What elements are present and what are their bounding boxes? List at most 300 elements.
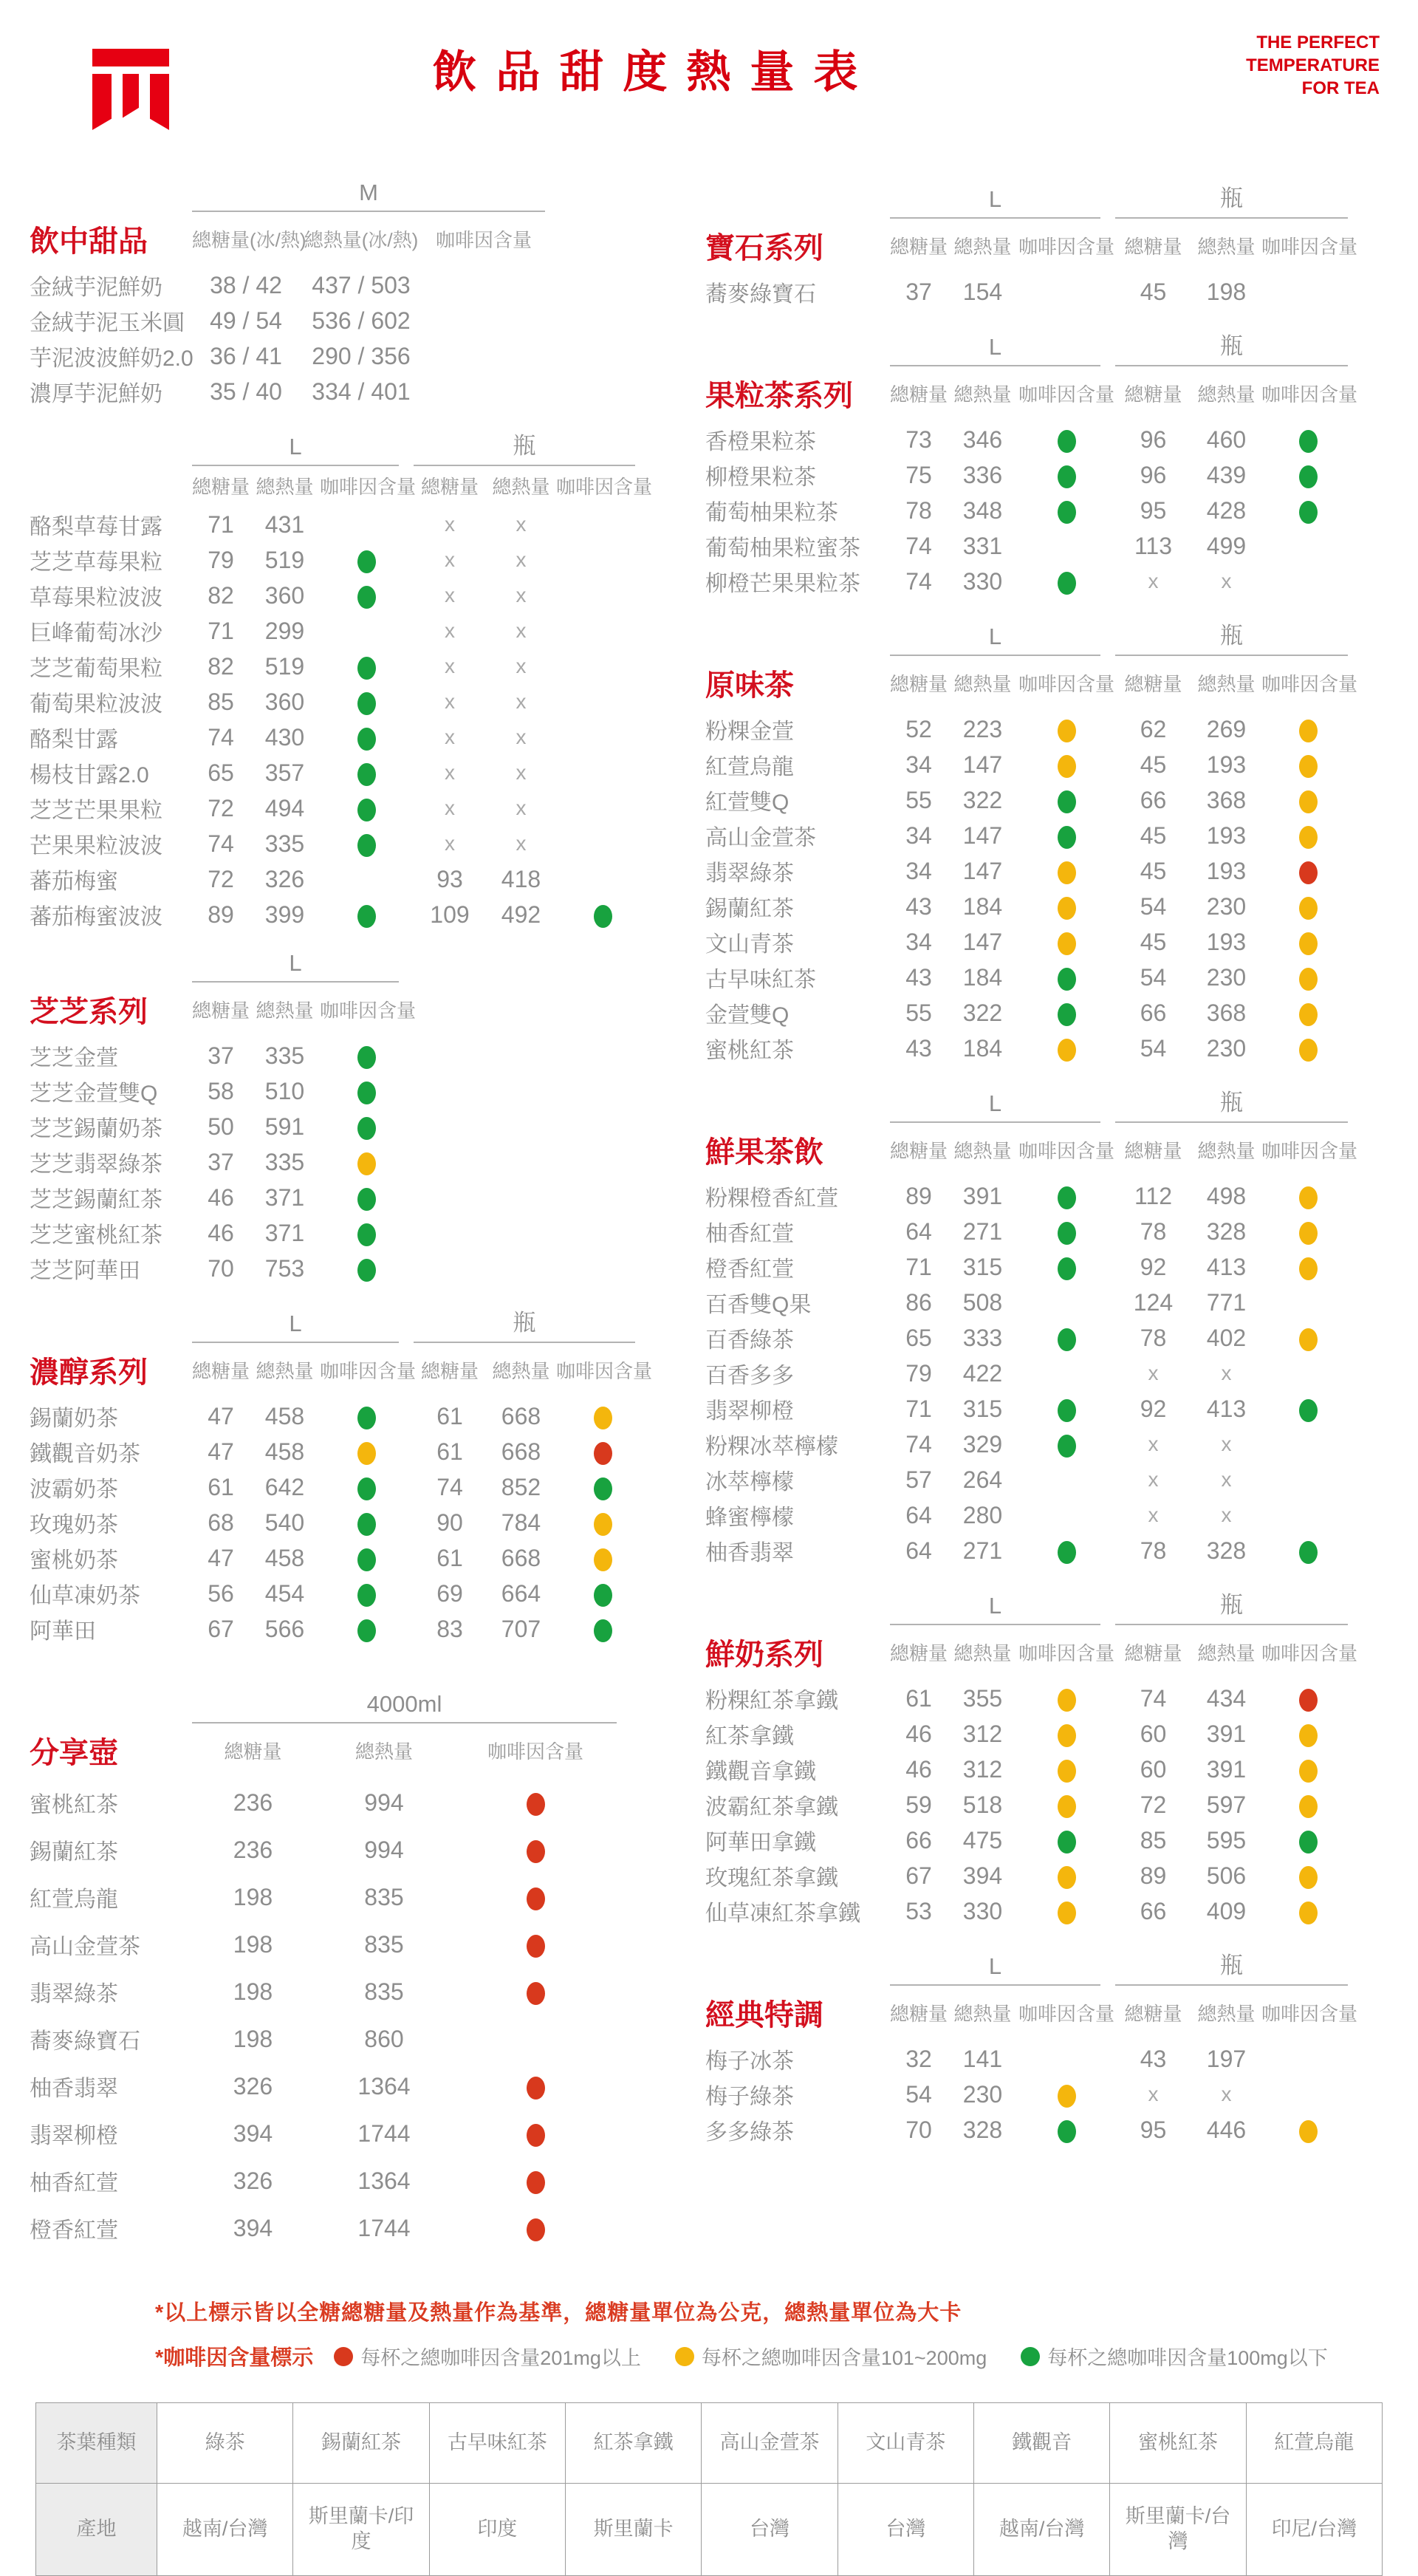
table-cell: 蜜桃紅茶 xyxy=(1109,2403,1245,2483)
size-label-bottle: 瓶 xyxy=(1115,1947,1348,1986)
value-cell: 394 xyxy=(233,2119,273,2147)
caffeine-dot-green xyxy=(594,1477,612,1500)
table-cell: 錫蘭紅茶 xyxy=(292,2403,428,2483)
table-row xyxy=(705,1752,1403,1787)
value-cell: 394 xyxy=(962,1862,1003,1889)
value-cell: 50 xyxy=(208,1113,234,1140)
caffeine-cell xyxy=(1018,497,1115,525)
caffeine-cell xyxy=(1018,1721,1115,1748)
table-row xyxy=(30,790,705,826)
caffeine-cell xyxy=(1018,1218,1115,1246)
table-row xyxy=(30,1826,705,1873)
table-row xyxy=(705,1716,1403,1752)
table-cell: 越南/台灣 xyxy=(973,2483,1109,2575)
caffeine-cell xyxy=(454,2073,617,2100)
caffeine-cell xyxy=(454,1978,617,2006)
value-cell: 72 xyxy=(208,865,234,892)
caffeine-cell xyxy=(320,830,414,858)
value-cell: 96 xyxy=(1140,461,1167,488)
not-available: x xyxy=(445,548,455,571)
caffeine-dot-green xyxy=(357,1548,376,1571)
size-label-l: L xyxy=(890,623,1100,656)
value-cell: 707 xyxy=(501,1615,541,1642)
value-cell: 43 xyxy=(905,963,932,991)
value-cell: 32 xyxy=(905,2045,932,2072)
col-header: 總糖量 xyxy=(890,673,948,695)
item-name: 蕎麥綠寶石 xyxy=(30,2029,140,2054)
item-name: 巨峰葡萄冰沙 xyxy=(30,621,162,646)
value-cell: 71 xyxy=(905,1253,932,1280)
value-cell: 519 xyxy=(264,546,305,573)
col-header: 總糖量 xyxy=(192,1000,250,1022)
rows xyxy=(705,274,1403,310)
page-header xyxy=(30,21,1388,180)
item-name: 柚香翡翠 xyxy=(30,2077,118,2101)
col-header: 咖啡因含量 xyxy=(1018,1642,1114,1664)
table-row xyxy=(30,1038,705,1073)
value-cell: 402 xyxy=(1206,1324,1247,1351)
value-cell: 418 xyxy=(501,865,541,892)
section-fresh-milk-series xyxy=(705,1586,1403,1929)
table-row xyxy=(30,1109,705,1144)
col-header: 總糖量 xyxy=(890,236,948,258)
caffeine-cell xyxy=(320,1042,414,1070)
value-cell: 536 / 602 xyxy=(312,307,411,334)
brand-logo-icon xyxy=(92,49,174,145)
value-cell: 368 xyxy=(1206,786,1247,813)
col-header: 咖啡因含量 xyxy=(1018,1140,1114,1162)
value-cell: 71 xyxy=(208,617,234,644)
item-name: 高山金萱茶 xyxy=(705,826,816,850)
col-header: 總熱量 xyxy=(256,1000,314,1022)
caffeine-cell xyxy=(1018,2117,1115,2144)
not-available: x xyxy=(1221,1503,1232,1526)
table-row xyxy=(30,1611,705,1647)
item-name: 橙香紅萱 xyxy=(705,1257,794,1282)
table-row xyxy=(705,1822,1403,1858)
tea-type-row xyxy=(36,2403,1382,2483)
col-header: 總熱量 xyxy=(1197,673,1256,695)
size-label-l: L xyxy=(890,1593,1100,1625)
value-cell: 43 xyxy=(905,892,932,920)
value-cell: 74 xyxy=(208,723,234,751)
table-cell: 鐵觀音 xyxy=(973,2403,1109,2483)
col-header: 咖啡因含量 xyxy=(556,476,653,498)
item-name: 芝芝芒果果粒 xyxy=(30,799,162,823)
value-cell: 46 xyxy=(208,1183,234,1211)
item-name: 蕃茄梅蜜 xyxy=(30,870,118,894)
value-cell: 109 xyxy=(430,901,470,928)
value-cell: 64 xyxy=(905,1501,932,1528)
value-cell: 510 xyxy=(264,1077,305,1104)
item-name: 草莓果粒波波 xyxy=(30,586,162,610)
col-header: 總熱量 xyxy=(953,2003,1012,2025)
caffeine-dot-red xyxy=(527,1840,545,1863)
col-header: 總糖量 xyxy=(1124,2003,1182,2025)
table-row xyxy=(705,457,1403,493)
item-name: 梅子冰茶 xyxy=(705,2049,794,2074)
caffeine-cell xyxy=(1261,716,1355,743)
col-header: 總糖量 xyxy=(1124,1642,1182,1664)
value-cell: 198 xyxy=(233,1978,273,2005)
value-cell: 96 xyxy=(1140,426,1167,453)
caffeine-dot-green xyxy=(357,1046,376,1069)
caffeine-cell xyxy=(454,2215,617,2242)
caffeine-dot-green xyxy=(1058,1435,1076,1458)
table-row xyxy=(705,493,1403,528)
table-row xyxy=(30,861,705,897)
value-cell: 74 xyxy=(905,567,932,595)
col-header: 總熱量 xyxy=(256,476,314,498)
section-title: 鮮果茶飲 xyxy=(705,1135,823,1169)
col-header: 總熱量 xyxy=(256,1360,314,1382)
item-name: 錫蘭奶茶 xyxy=(30,1407,118,1431)
value-cell: 193 xyxy=(1206,751,1247,778)
tea-origin-row xyxy=(36,2483,1382,2575)
caffeine-dot-yellow xyxy=(1299,1222,1318,1245)
col-header: 咖啡因含量 xyxy=(1261,236,1358,258)
value-cell: 322 xyxy=(962,786,1003,813)
section-title: 芝芝系列 xyxy=(30,995,148,1028)
table-row xyxy=(30,374,705,409)
caffeine-cell xyxy=(320,795,414,822)
caffeine-cell xyxy=(1261,787,1355,814)
caffeine-dot-yellow xyxy=(1299,1186,1318,1209)
caffeine-dot-green xyxy=(357,550,376,573)
value-cell: 335 xyxy=(264,1148,305,1175)
caffeine-dot-yellow xyxy=(1299,1760,1318,1783)
value-cell: 506 xyxy=(1206,1862,1247,1889)
value-cell: 49 / 54 xyxy=(210,307,282,334)
rows xyxy=(30,267,705,409)
rows xyxy=(30,1398,705,1647)
caffeine-dot-yellow xyxy=(594,1513,612,1536)
item-name: 高山金萱茶 xyxy=(30,1935,140,1959)
size-label-l: L xyxy=(890,1090,1100,1123)
caffeine-dot-yellow xyxy=(1299,720,1318,742)
value-cell: 86 xyxy=(905,1288,932,1316)
value-cell: 326 xyxy=(233,2072,273,2100)
value-cell: 78 xyxy=(1140,1537,1167,1564)
value-cell: 47 xyxy=(208,1402,234,1429)
item-name: 柚香翡翠 xyxy=(705,1541,794,1565)
item-name: 橙香紅萱 xyxy=(30,2218,118,2243)
item-name: 楊枝甘露2.0 xyxy=(30,763,149,788)
col-header: 總糖量 xyxy=(890,1642,948,1664)
legend-label: *咖啡因含量標示 xyxy=(155,2346,314,2370)
green-dot-icon xyxy=(1021,2347,1040,2366)
value-cell: 346 xyxy=(962,426,1003,453)
caffeine-dot-yellow xyxy=(1058,861,1076,884)
value-cell: 290 / 356 xyxy=(312,342,411,369)
caffeine-dot-yellow xyxy=(594,1407,612,1429)
value-cell: 95 xyxy=(1140,496,1167,524)
col-header: 總熱量 xyxy=(953,673,1012,695)
not-available: x xyxy=(1148,1432,1159,1455)
value-cell: 315 xyxy=(962,1395,1003,1422)
value-cell: 71 xyxy=(905,1395,932,1422)
col-header: 總熱量 xyxy=(953,383,1012,406)
value-cell: 66 xyxy=(1140,786,1167,813)
value-cell: 52 xyxy=(905,715,932,742)
item-name: 蜜桃奶茶 xyxy=(30,1548,118,1573)
section-title: 分享壺 xyxy=(30,1736,118,1769)
item-name: 百香綠茶 xyxy=(705,1328,794,1353)
table-cell: 高山金萱茶 xyxy=(701,2403,837,2483)
value-cell: 64 xyxy=(905,1217,932,1245)
item-name: 波霸奶茶 xyxy=(30,1477,118,1502)
col-header: 總糖量 xyxy=(890,1140,948,1162)
caffeine-dot-yellow xyxy=(357,1152,376,1175)
item-name: 鐵觀音奶茶 xyxy=(30,1442,140,1466)
caffeine-cell xyxy=(1018,964,1115,991)
value-cell: 333 xyxy=(962,1324,1003,1351)
value-cell: 519 xyxy=(264,652,305,680)
item-name: 阿華田 xyxy=(30,1619,96,1644)
not-available: x xyxy=(445,725,455,748)
value-cell: 994 xyxy=(364,1836,404,1863)
caffeine-dot-yellow xyxy=(1058,1795,1076,1818)
value-cell: 391 xyxy=(962,1182,1003,1209)
not-available: x xyxy=(516,548,527,571)
caffeine-dot-green xyxy=(1058,2120,1076,2143)
item-name: 蕎麥綠寶石 xyxy=(705,282,816,307)
caffeine-cell xyxy=(1018,426,1115,454)
caffeine-dot-red xyxy=(527,2124,545,2147)
tea-origin-table xyxy=(35,2402,1383,2576)
table-row xyxy=(705,1285,1403,1320)
not-available: x xyxy=(1221,570,1232,592)
caffeine-cell xyxy=(1018,1791,1115,1819)
value-cell: 89 xyxy=(905,1182,932,1209)
table-row xyxy=(30,1144,705,1180)
caffeine-cell xyxy=(1018,1000,1115,1027)
value-cell: 34 xyxy=(905,751,932,778)
col-header: 總糖量 xyxy=(420,476,479,498)
value-cell: 147 xyxy=(962,751,1003,778)
value-cell: 37 xyxy=(905,278,932,305)
item-name: 古早味紅茶 xyxy=(705,968,816,992)
value-cell: 668 xyxy=(501,1402,541,1429)
value-cell: 72 xyxy=(208,794,234,821)
table-row xyxy=(30,1873,705,1921)
value-cell: 54 xyxy=(1140,892,1167,920)
value-cell: 154 xyxy=(962,278,1003,305)
value-cell: 197 xyxy=(1206,2045,1247,2072)
value-cell: 79 xyxy=(905,1359,932,1387)
item-name: 芝芝蜜桃紅茶 xyxy=(30,1223,162,1248)
value-cell: 59 xyxy=(905,1791,932,1818)
not-available: x xyxy=(445,619,455,642)
caffeine-dot-yellow xyxy=(1299,932,1318,955)
value-cell: 394 xyxy=(233,2214,273,2241)
caffeine-cell xyxy=(1018,1862,1115,1890)
caffeine-cell xyxy=(320,1403,414,1430)
value-cell: 835 xyxy=(364,1883,404,1910)
value-cell: 90 xyxy=(436,1509,463,1536)
caffeine-dot-green xyxy=(357,1584,376,1607)
caffeine-dot-yellow xyxy=(1058,1902,1076,1924)
caffeine-dot-yellow xyxy=(1299,1328,1318,1351)
caffeine-cell xyxy=(1018,1254,1115,1281)
yellow-dot-icon xyxy=(675,2347,694,2366)
item-name: 錫蘭紅茶 xyxy=(705,897,794,921)
table-row xyxy=(705,1391,1403,1427)
table-row xyxy=(705,1681,1403,1716)
value-cell: 331 xyxy=(962,532,1003,559)
caffeine-dot-green xyxy=(1299,465,1318,488)
value-cell: 348 xyxy=(962,496,1003,524)
value-cell: 82 xyxy=(208,652,234,680)
col-header: 總熱量 xyxy=(1197,236,1256,258)
section-fruit-specials xyxy=(30,427,705,932)
tagline-line: THE PERFECT xyxy=(1256,33,1380,52)
caffeine-dot-yellow xyxy=(1299,826,1318,849)
item-name: 翡翠柳橙 xyxy=(705,1399,794,1424)
section-fruit-tea-series xyxy=(705,327,1403,599)
caffeine-dot-green xyxy=(1058,465,1076,488)
left-column xyxy=(30,180,705,2269)
not-available: x xyxy=(1148,2083,1159,2105)
value-cell: 92 xyxy=(1140,1253,1167,1280)
col-header: 咖啡因含量 xyxy=(320,1000,417,1022)
value-cell: 66 xyxy=(1140,1897,1167,1924)
value-cell: 78 xyxy=(905,496,932,524)
item-name: 多多綠茶 xyxy=(705,2120,794,2145)
item-name: 芝芝金萱雙Q xyxy=(30,1082,158,1106)
col-header: 總糖量 xyxy=(192,476,250,498)
not-available: x xyxy=(516,655,527,677)
value-cell: 124 xyxy=(1133,1288,1174,1316)
table-row xyxy=(705,782,1403,818)
item-name: 阿華田拿鐵 xyxy=(705,1831,816,1855)
value-cell: 328 xyxy=(962,2116,1003,2143)
table-cell: 綠茶 xyxy=(157,2403,292,2483)
caffeine-dot-yellow xyxy=(1058,1724,1076,1747)
caffeine-dot-yellow xyxy=(1058,1866,1076,1889)
item-name: 仙草凍奶茶 xyxy=(30,1584,140,1608)
caffeine-cell xyxy=(1018,1431,1115,1458)
item-name: 芝芝翡翠綠茶 xyxy=(30,1152,162,1177)
value-cell: 37 xyxy=(208,1042,234,1069)
item-name: 芒果果粒波波 xyxy=(30,834,162,858)
row-header-cell: 產地 xyxy=(36,2483,157,2575)
caffeine-dot-yellow xyxy=(1299,1795,1318,1818)
value-cell: 69 xyxy=(436,1579,463,1607)
caffeine-dot-green xyxy=(1058,430,1076,453)
value-cell: 198 xyxy=(1206,278,1247,305)
col-header: 總糖量 xyxy=(1124,383,1182,406)
value-cell: 326 xyxy=(264,865,305,892)
not-available: x xyxy=(445,796,455,819)
caffeine-dot-green xyxy=(357,1082,376,1104)
caffeine-cell xyxy=(1261,1183,1355,1210)
table-row xyxy=(705,422,1403,457)
item-name: 柳橙芒果果粒茶 xyxy=(705,572,860,596)
rows xyxy=(705,711,1403,1066)
value-cell: 45 xyxy=(1140,857,1167,884)
table-row xyxy=(30,1180,705,1215)
caffeine-dot-yellow xyxy=(1299,1257,1318,1280)
col-header: 總糖量 xyxy=(890,2003,948,2025)
value-cell: 264 xyxy=(962,1466,1003,1493)
col-header: 總糖量(冰/熱) xyxy=(192,229,306,251)
value-cell: 61 xyxy=(436,1544,463,1571)
value-cell: 357 xyxy=(264,759,305,786)
caffeine-cell xyxy=(1018,1183,1115,1210)
table-row xyxy=(30,1434,705,1469)
col-header: 總糖量 xyxy=(224,1740,282,1763)
value-cell: 43 xyxy=(1140,2045,1167,2072)
value-cell: 299 xyxy=(264,617,305,644)
caffeine-cell xyxy=(1018,929,1115,956)
value-cell: 330 xyxy=(962,1897,1003,1924)
value-cell: 78 xyxy=(1140,1217,1167,1245)
value-cell: 460 xyxy=(1206,426,1247,453)
item-name: 葡萄柚果粒茶 xyxy=(705,501,838,525)
section-sharing-pot xyxy=(30,1691,705,2252)
size-label-l: L xyxy=(192,1311,399,1343)
legend-text: 每杯之總咖啡因含量100mg以下 xyxy=(1047,2347,1328,2369)
caffeine-dot-red xyxy=(594,1442,612,1465)
caffeine-dot-green xyxy=(594,1584,612,1607)
caffeine-cell xyxy=(1261,893,1355,920)
caffeine-cell xyxy=(1261,1721,1355,1748)
caffeine-dot-green xyxy=(1058,1399,1076,1422)
caffeine-cell xyxy=(556,901,650,929)
caffeine-cell xyxy=(556,1616,650,1643)
item-name: 紅萱烏龍 xyxy=(705,755,794,779)
value-cell: 1744 xyxy=(357,2214,411,2241)
value-cell: 430 xyxy=(264,723,305,751)
section-title: 寶石系列 xyxy=(705,231,823,264)
value-cell: 230 xyxy=(1206,1034,1247,1062)
value-cell: 61 xyxy=(208,1473,234,1500)
value-cell: 112 xyxy=(1134,1182,1172,1209)
caffeine-cell xyxy=(320,759,414,787)
note-basis: *以上標示皆以全糖總糖量及熱量作為基準，總糖量單位為公克，總熱量單位為大卡 xyxy=(155,2301,962,2325)
value-cell: 93 xyxy=(436,865,463,892)
table-row xyxy=(705,1320,1403,1356)
value-cell: 852 xyxy=(501,1473,541,1500)
value-cell: 58 xyxy=(208,1077,234,1104)
right-column xyxy=(705,180,1403,2165)
value-cell: 198 xyxy=(233,2025,273,2052)
not-available: x xyxy=(445,655,455,677)
col-header: 咖啡因含量 xyxy=(1018,673,1114,695)
caffeine-dot-green xyxy=(1058,1328,1076,1351)
caffeine-cell xyxy=(320,1184,414,1212)
value-cell: 73 xyxy=(905,426,932,453)
caffeine-cell xyxy=(1261,929,1355,956)
table-row xyxy=(705,2041,1403,2077)
value-cell: 591 xyxy=(264,1113,305,1140)
caffeine-cell xyxy=(454,1931,617,1958)
item-name: 蕃茄梅蜜波波 xyxy=(30,905,162,929)
caffeine-dot-red xyxy=(527,1793,545,1816)
caffeine-cell xyxy=(320,653,414,680)
value-cell: 38 / 42 xyxy=(210,271,282,298)
table-row xyxy=(705,889,1403,924)
caffeine-cell xyxy=(1018,1395,1115,1423)
size-label-l: L xyxy=(192,950,399,983)
caffeine-cell xyxy=(320,1078,414,1105)
not-available: x xyxy=(445,761,455,784)
table-cell: 越南/台灣 xyxy=(157,2483,292,2575)
caffeine-dot-green xyxy=(357,1619,376,1642)
caffeine-cell xyxy=(320,582,414,609)
table-row xyxy=(30,1540,705,1576)
